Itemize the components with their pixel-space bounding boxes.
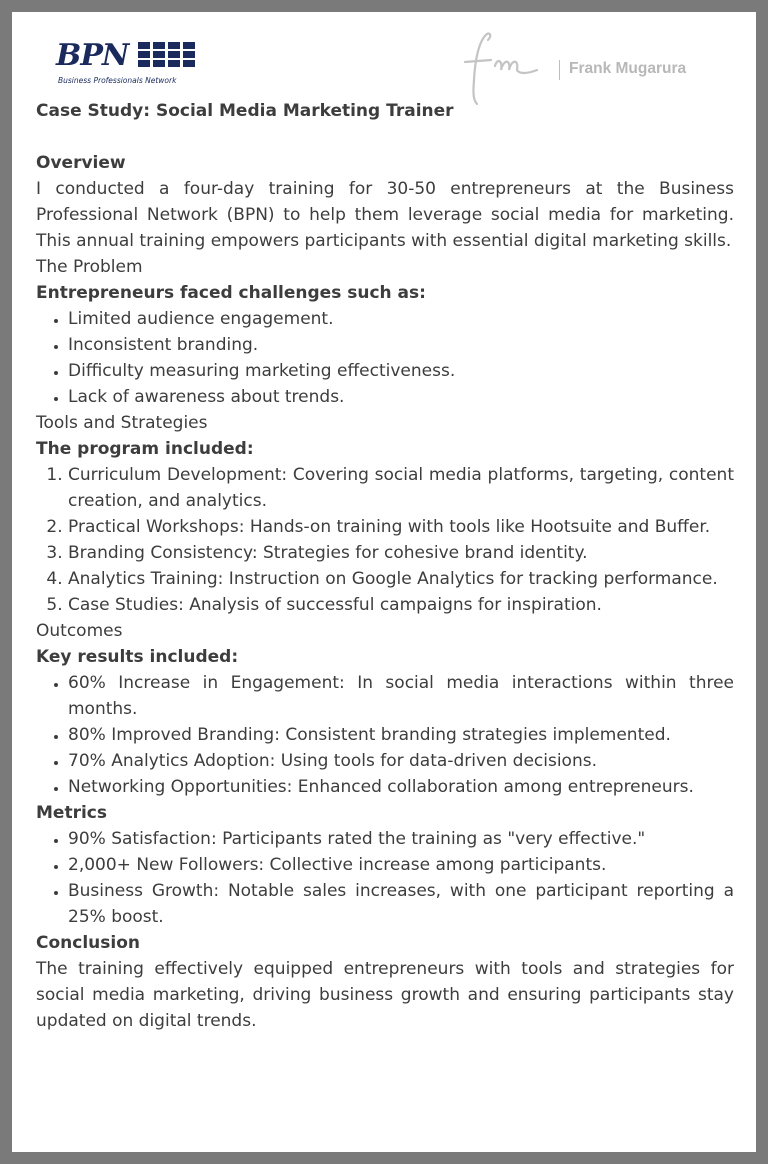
fm-monogram-icon [457, 30, 557, 108]
page-title: Case Study: Social Media Marketing Trainer [36, 101, 454, 121]
conclusion-heading: Conclusion [36, 933, 140, 953]
overview-heading: Overview [36, 153, 126, 173]
tools-heading: Tools and Strategies [36, 413, 208, 433]
outcomes-heading: Outcomes [36, 621, 123, 641]
list-item: 4. Analytics Training: Instruction on Google Analytics for tracking performance. [68, 566, 734, 592]
case-study-content [36, 98, 734, 1034]
outcomes-list [36, 670, 734, 800]
bpn-grid-icon [138, 42, 196, 68]
list-item: 5. Case Studies: Analysis of successful campaigns for inspiration. [68, 592, 734, 618]
list-item: • Difficulty measuring marketing effectiveness. [68, 358, 734, 384]
document-page [12, 12, 756, 1152]
list-item: • 70% Analytics Adoption: Using tools for data-driven decisions. [68, 748, 734, 774]
author-name: Frank Mugarura [569, 60, 687, 77]
list-item: • Inconsistent branding. [68, 332, 734, 358]
list-item: • Networking Opportunities: Enhanced collaboration among entrepreneurs. [68, 774, 734, 800]
overview-body: I conducted a four-day training for 30-50 entrepreneurs at the Business Professional Network (BPN) to help them leverage social media for marketing. This annual training empowers participants with essential digital marketing skills. [36, 179, 734, 251]
metrics-list [36, 826, 734, 930]
list-item: • Lack of awareness about trends. [68, 384, 734, 410]
metrics-heading: Metrics [36, 803, 107, 823]
list-item: • 60% Increase in Engagement: In social media interactions within three months. [68, 670, 734, 722]
bpn-logo [56, 39, 196, 93]
list-item: • Limited audience engagement. [68, 306, 734, 332]
tools-list [36, 462, 734, 618]
tools-subheading: The program included: [36, 439, 254, 459]
problem-list [36, 306, 734, 410]
conclusion-body: The training effectively equipped entrepreneurs with tools and strategies for social media marketing, driving business growth and ensuring participants stay updated on digital trends. [36, 959, 734, 1031]
list-item: • 2,000+ New Followers: Collective increase among participants. [68, 852, 734, 878]
list-item: 2. Practical Workshops: Hands-on training with tools like Hootsuite and Buffer. [68, 514, 734, 540]
list-item: 3. Branding Consistency: Strategies for cohesive brand identity. [68, 540, 734, 566]
list-item: • 80% Improved Branding: Consistent branding strategies implemented. [68, 722, 734, 748]
bpn-logo-subtitle: Business Professionals Network [58, 76, 177, 85]
list-item: • Business Growth: Notable sales increases, with one participant reporting a 25% boost. [68, 878, 734, 930]
problem-subheading: Entrepreneurs faced challenges such as: [36, 283, 426, 303]
outcomes-subheading: Key results included: [36, 647, 239, 667]
list-item: 1. Curriculum Development: Covering social media platforms, targeting, content creation, and analytics. [68, 462, 734, 514]
problem-heading: The Problem [36, 257, 143, 277]
list-item: • 90% Satisfaction: Participants rated the training as "very effective." [68, 826, 734, 852]
logo-separator [559, 60, 560, 80]
bpn-logo-text: BPN [56, 38, 129, 73]
